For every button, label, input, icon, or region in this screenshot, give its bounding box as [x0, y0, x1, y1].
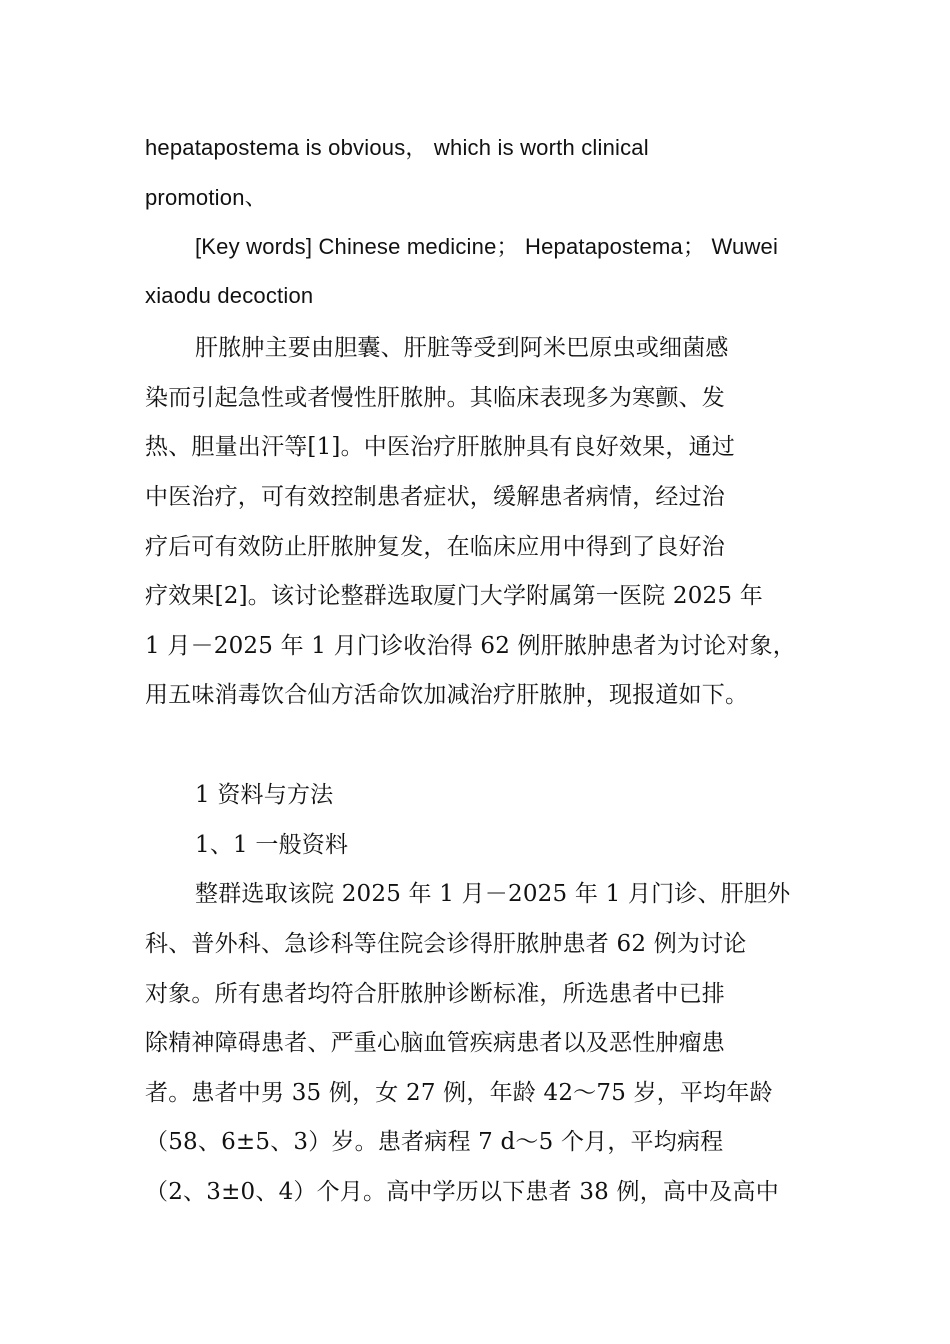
section-body-line-4: 除精神障碍患者、严重心脑血管疾病患者以及恶性肿瘤患: [145, 1030, 725, 1056]
section-body-line-5: 者。患者中男 35 例，女 27 例，年龄 42～75 岁，平均年龄: [145, 1080, 773, 1106]
intro-line-8: 用五味消毒饮合仙方活命饮加减治疗肝脓肿，现报道如下。: [145, 682, 749, 708]
section-body-line-6: （58、6±5、3）岁。患者病程 7 d～5 个月，平均病程: [145, 1129, 724, 1155]
intro-line-1: 肝脓肿主要由胆囊、肝脏等受到阿米巴原虫或细菌感: [195, 335, 729, 361]
abstract-conclusion-line-2: promotion、: [145, 185, 267, 210]
abstract-conclusion-line-1: hepatapostema is obvious， which is worth clinical: [145, 135, 649, 160]
section-heading: 1 资料与方法: [195, 782, 334, 808]
keywords-line-1: [Key words] Chinese medicine； Hepatapostema； Wuwei: [195, 234, 779, 259]
section-body-line-2: 科、普外科、急诊科等住院会诊得肝脓肿患者 62 例为讨论: [145, 931, 747, 957]
keywords-line-2: xiaodu decoction: [145, 283, 314, 308]
section-body-line-1: 整群选取该院 2025 年 1 月－2025 年 1 月门诊、肝胆外: [195, 881, 791, 907]
intro-line-4: 中医治疗，可有效控制患者症状，缓解患者病情，经过治: [145, 484, 725, 510]
intro-line-2: 染而引起急性或者慢性肝脓肿。其临床表现多为寒颤、发: [145, 385, 725, 411]
intro-line-5: 疗后可有效防止肝脓肿复发，在临床应用中得到了良好治: [145, 534, 725, 560]
section-subheading: 1、1 一般资料: [195, 832, 349, 858]
intro-line-3: 热、胆量出汗等[1]。中医治疗肝脓肿具有良好效果，通过: [145, 434, 735, 460]
section-body-line-3: 对象。所有患者均符合肝脓肿诊断标准，所选患者中已排: [145, 981, 725, 1007]
intro-line-7: 1 月－2025 年 1 月门诊收治得 62 例肝脓肿患者为讨论对象，: [145, 633, 796, 659]
section-body-line-7: （2、3±0、4）个月。高中学历以下患者 38 例，高中及高中: [145, 1179, 779, 1205]
intro-line-6: 疗效果[2]。该讨论整群选取厦门大学附属第一医院 2025 年: [145, 583, 763, 609]
